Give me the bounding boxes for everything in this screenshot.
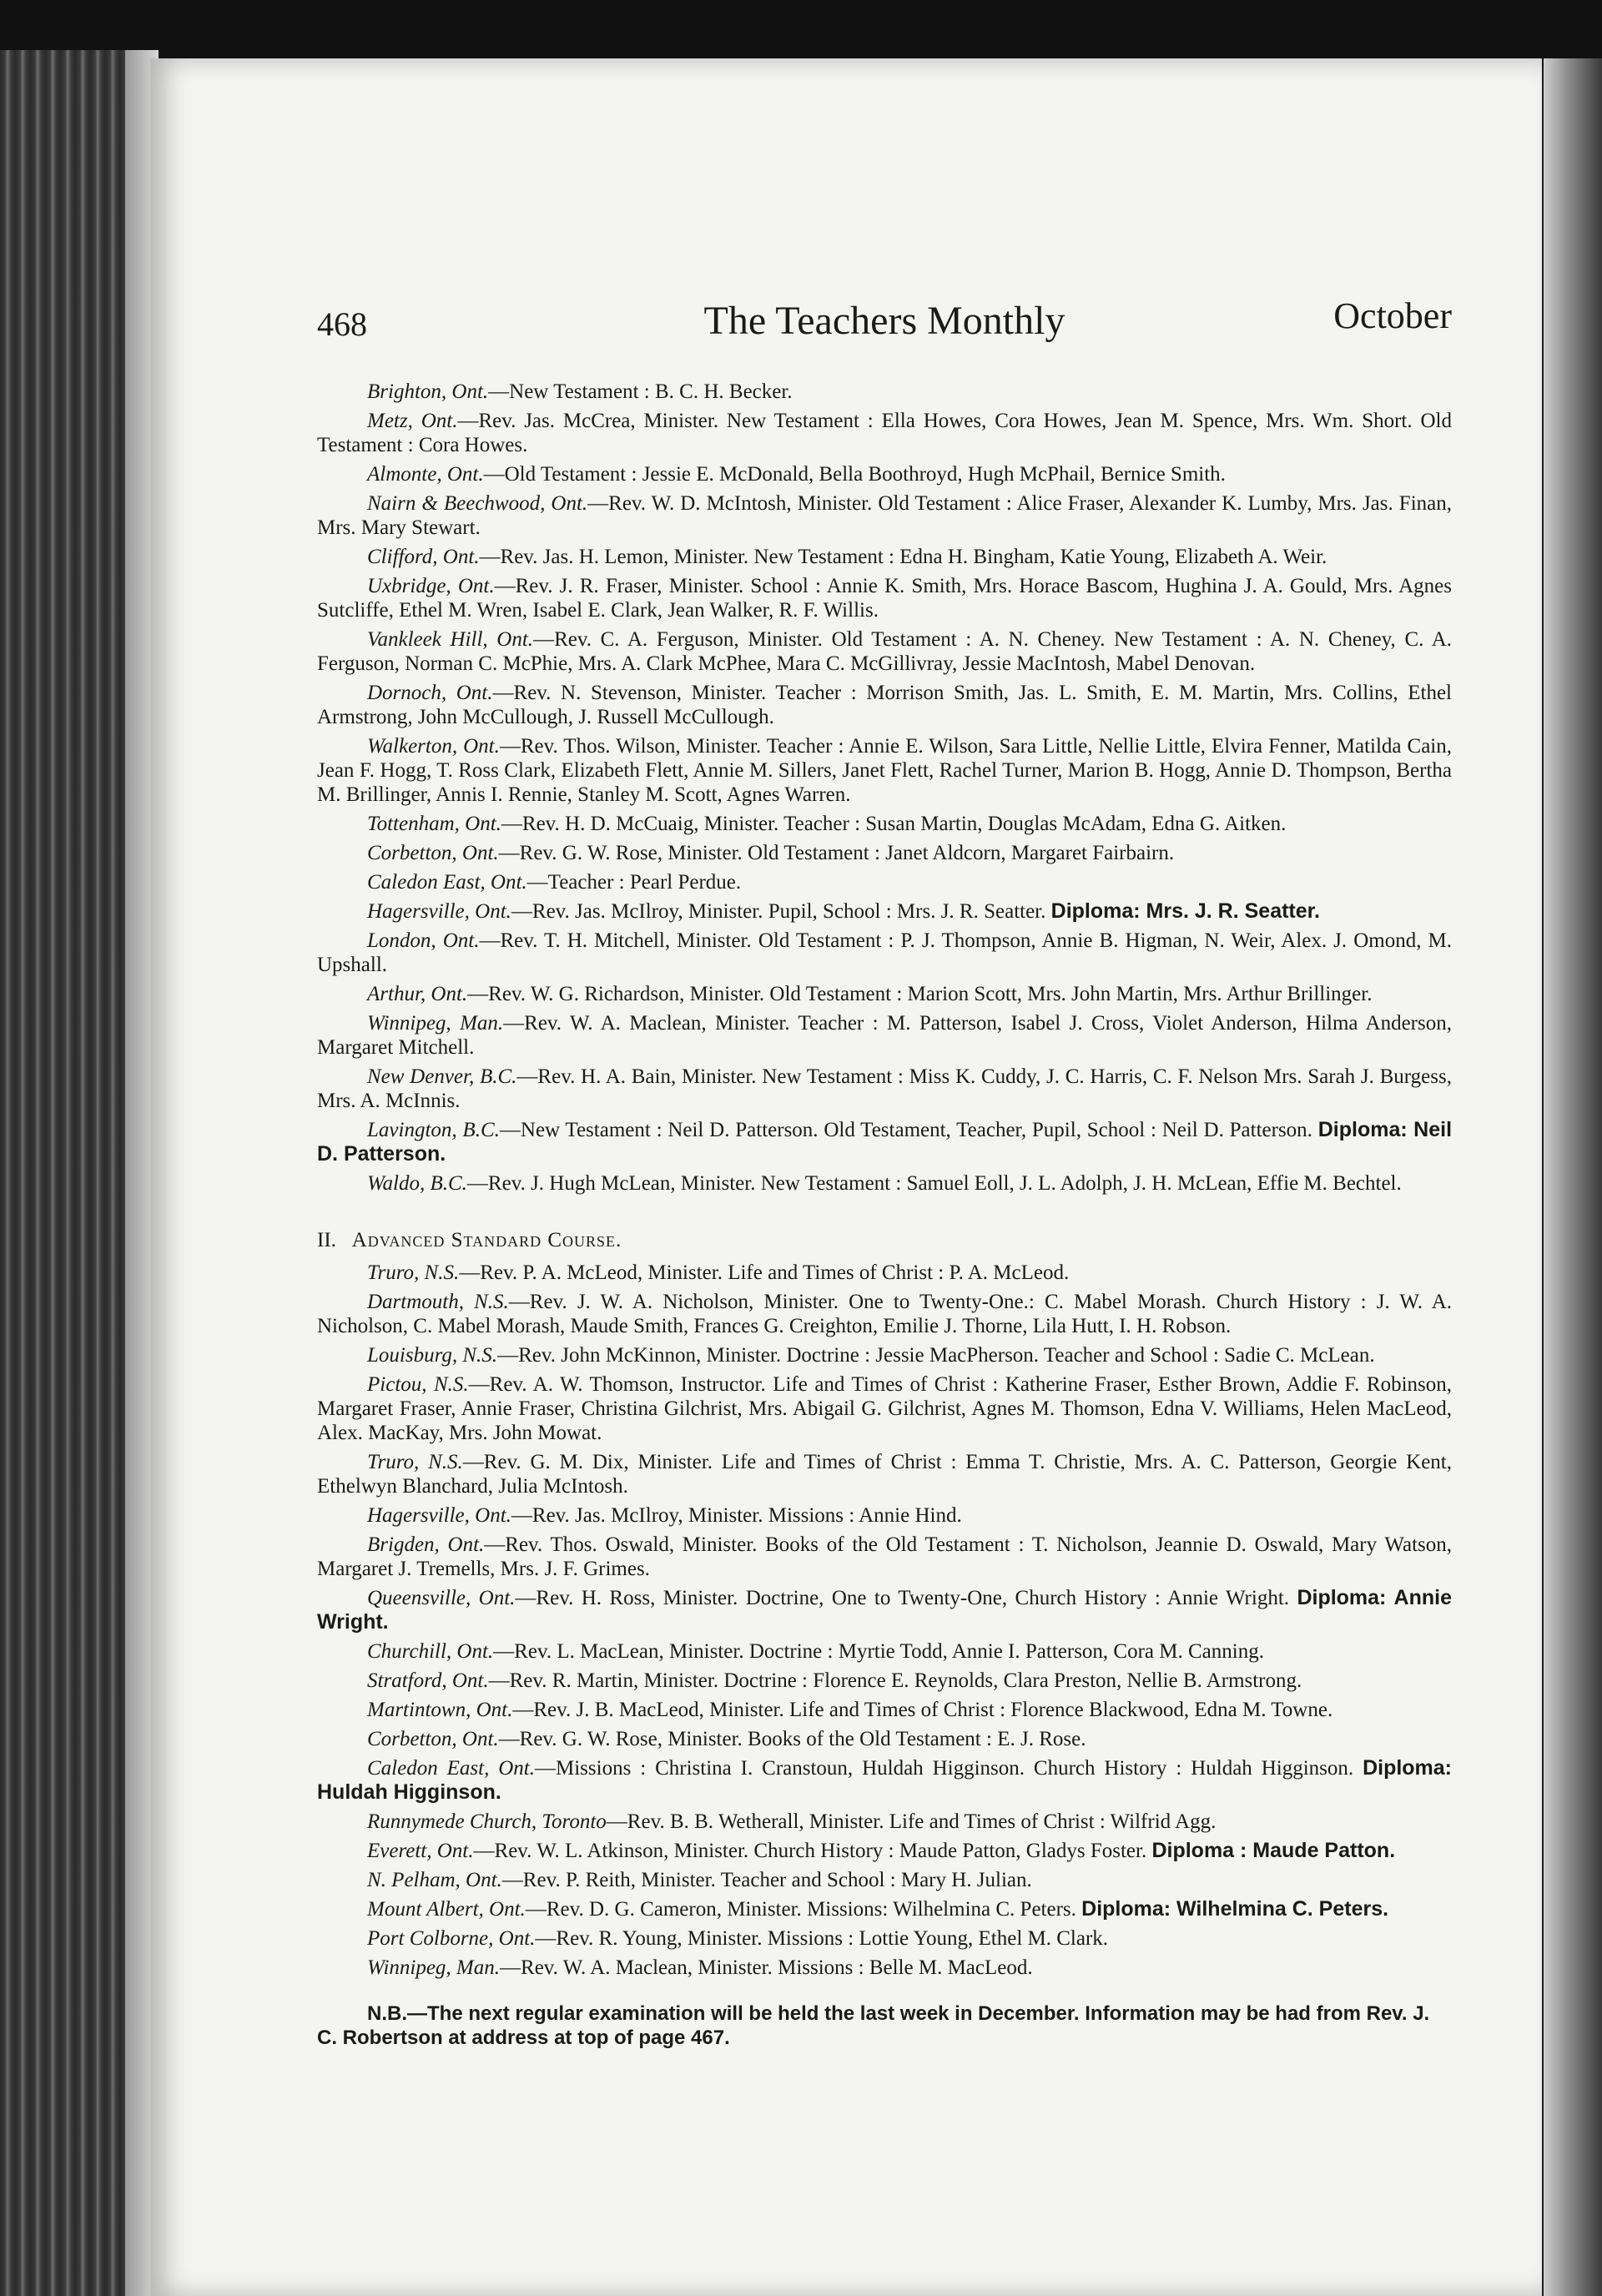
entry-location: Louisburg, N.S. [367, 1344, 498, 1367]
entry-diploma: Diploma: Mrs. J. R. Seatter. [1050, 899, 1320, 923]
entry-item [317, 574, 1452, 622]
entry-location: Metz, Ont. [367, 410, 458, 432]
entry-item [317, 1586, 1452, 1634]
entry-text: —Rev. J. W. A. Nicholson, Minister. One to Twenty-One.: C. Mabel Morash. Church History : J. W. A. Nicholson, C. Mabel Morash, Maude Smith, Frances G. Creighton, Emilie J. Thorne, Lila Hutt, I. H. Robson. [317, 1291, 1452, 1337]
entry-diploma: Diploma: Huldah Higginson. [317, 1756, 1453, 1804]
entry-item [317, 1171, 1452, 1196]
entry-text: —Rev. R. Young, Minister. Missions : Lottie Young, Ethel M. Clark. [535, 1927, 1109, 1950]
entry-diploma: Diploma: Annie Wright. [317, 1586, 1453, 1634]
entry-location: Lavington, B.C. [367, 1119, 500, 1141]
entry-text: —Rev. D. G. Cameron, Minister. Missions: Wilhelmina C. Peters. [525, 1898, 1076, 1921]
entry-item [317, 734, 1452, 807]
entry-location: Brigden, Ont. [367, 1533, 485, 1556]
entry-item [317, 409, 1452, 457]
entry-item [317, 1727, 1452, 1751]
book-left-edge [0, 50, 159, 2296]
page-content [317, 295, 1453, 2070]
entry-location: Walkerton, Ont. [367, 735, 500, 758]
entry-text: —Rev. J. R. Fraser, Minister. School : Annie K. Smith, Mrs. Horace Bascom, Hughina J. A. Gould, Mrs. Agnes Sutcliffe, Ethel M. Wren, Isabel E. Clark, Jean Walker, R. F. Willis. [317, 575, 1453, 622]
entry-text: —Rev. H. D. McCuaig, Minister. Teacher : Susan Martin, Douglas McAdam, Edna G. Aitken. [501, 813, 1287, 835]
entry-item [317, 929, 1452, 977]
entry-item [317, 380, 1452, 404]
entry-item [317, 1503, 1452, 1528]
entry-item [317, 1756, 1452, 1805]
entry-item [317, 1698, 1452, 1722]
entry-item [317, 1450, 1452, 1498]
entry-location: Runnymede Church, Toronto [367, 1810, 607, 1833]
entry-text: —Rev. W. L. Atkinson, Minister. Church History : Maude Patton, Gladys Foster. [473, 1840, 1147, 1862]
entry-location: Brighton, Ont. [367, 380, 489, 403]
entry-text: —Rev. John McKinnon, Minister. Doctrine : Jessie MacPherson. Teacher and School : Sadie C. McLean. [497, 1344, 1375, 1367]
entry-item [317, 1839, 1452, 1863]
entry-location: Nairn & Beechwood, Ont. [367, 492, 588, 515]
entry-item [317, 1868, 1452, 1892]
entry-text: —Rev. C. A. Ferguson, Minister. Old Testament : A. N. Cheney. New Testament : A. N. Cheney, C. A. Ferguson, Norman C. McPhie, Mrs. A. Clark McPhee, Mara C. McGillivray, Jessie MacIntosh, Mabel Denovan. [317, 628, 1452, 675]
entry-diploma: Diploma: Neil D. Patterson. [317, 1118, 1453, 1166]
entry-text: —Old Testament : Jessie E. McDonald, Bella Boothroyd, Hugh McPhail, Bernice Smith. [483, 463, 1226, 486]
section-numeral: II. [317, 1229, 336, 1251]
entry-item [317, 491, 1452, 540]
entry-item [317, 681, 1452, 729]
entry-item [317, 1533, 1452, 1581]
entry-text: —Rev. H. A. Bain, Minister. New Testament : Miss K. Cuddy, J. C. Harris, C. F. Nelson Mrs. Sarah J. Burgess, Mrs. A. McInnis. [317, 1065, 1452, 1112]
entry-location: Corbetton, Ont. [367, 842, 499, 864]
entry-location: New Denver, B.C. [367, 1065, 517, 1088]
entry-item [317, 870, 1452, 894]
entry-location: Tottenham, Ont. [367, 813, 501, 835]
entry-text: —Rev. Jas. McCrea, Minister. New Testament : Ella Howes, Cora Howes, Jean M. Spence, Mrs. Wm. Short. Old Testament : Cora Howes. [317, 410, 1452, 456]
entry-text: —Rev. G. M. Dix, Minister. Life and Times of Christ : Emma T. Christie, Mrs. A. C. Patterson, Georgie Kent, Ethelwyn Blanchard, Julia McIntosh. [317, 1451, 1453, 1498]
entry-text: —Rev. P. A. McLeod, Minister. Life and Times of Christ : P. A. McLeod. [459, 1261, 1070, 1284]
entry-text: —Rev. W. A. Maclean, Minister. Missions : Belle M. MacLeod. [500, 1956, 1033, 1979]
entry-location: Uxbridge, Ont. [367, 575, 495, 597]
entry-text: —Rev. P. Reith, Minister. Teacher and School : Mary H. Julian. [501, 1869, 1032, 1891]
entry-text: —Rev. Jas. McIlroy, Minister. Pupil, School : Mrs. J. R. Seatter. [511, 900, 1046, 923]
entry-item [317, 1343, 1452, 1367]
running-header [317, 295, 1452, 380]
entry-location: Churchill, Ont. [367, 1640, 494, 1663]
entry-location: Everett, Ont. [367, 1840, 474, 1862]
entry-text: —Rev. W. G. Richardson, Minister. Old Testament : Marion Scott, Mrs. John Martin, Mrs. Arthur Brillinger. [467, 983, 1373, 1005]
entry-item [317, 1118, 1452, 1166]
entry-text: —Rev. W. A. Maclean, Minister. Teacher : M. Patterson, Isabel J. Cross, Violet Anderson, Hilma Anderson, Margaret Mitchell. [317, 1012, 1452, 1059]
entry-text: —Missions : Christina I. Cranstoun, Huldah Higginson. Church History : Huldah Higginson. [535, 1757, 1354, 1780]
entries-list-part2 [317, 1261, 1452, 1980]
entry-item [317, 1926, 1452, 1951]
scan-background-top [0, 0, 1602, 67]
entry-text: —Rev. G. W. Rose, Minister. Old Testament : Janet Aldcorn, Margaret Fairbairn. [498, 842, 1175, 864]
entry-text: —Rev. J. Hugh McLean, Minister. New Testament : Samuel Eoll, J. L. Adolph, J. H. McLean, Effie M. Bechtel. [466, 1172, 1402, 1195]
entry-location: Winnipeg, Man. [367, 1012, 504, 1035]
entry-location: Pictou, N.S. [367, 1373, 469, 1396]
entry-location: Mount Albert, Ont. [367, 1898, 526, 1921]
entry-text: —Rev. Thos. Oswald, Minister. Books of the Old Testament : T. Nicholson, Jeannie D. Oswald, Mary Watson, Margaret J. Tremells, Mrs. J. F. Grimes. [317, 1533, 1452, 1580]
entry-location: Truro, N.S. [367, 1261, 460, 1284]
entry-text: —Rev. W. D. McIntosh, Minister. Old Testament : Alice Fraser, Alexander K. Lumby, Mrs. Jas. Finan, Mrs. Mary Stewart. [317, 492, 1452, 539]
entry-diploma: Diploma: Wilhelmina C. Peters. [1081, 1897, 1389, 1921]
entry-location: Corbetton, Ont. [367, 1728, 499, 1750]
entry-location: Martintown, Ont. [367, 1699, 513, 1721]
entry-item [317, 812, 1452, 836]
entry-location: Winnipeg, Man. [367, 1956, 501, 1979]
section-heading [317, 1229, 1452, 1252]
entry-text: —Rev. R. Martin, Minister. Doctrine : Florence E. Reynolds, Clara Preston, Nellie B. Armstrong. [488, 1669, 1302, 1692]
entry-item [317, 1956, 1452, 1980]
entry-item [317, 1810, 1452, 1834]
entry-item [317, 1669, 1452, 1693]
entries-list-part1 [317, 380, 1452, 1196]
entry-item [317, 899, 1452, 924]
entry-location: Waldo, B.C. [367, 1172, 467, 1195]
entry-location: Dartmouth, N.S. [367, 1291, 509, 1313]
entry-text: —New Testament : B. C. H. Becker. [488, 380, 793, 403]
section-title: Advanced Standard Course. [351, 1229, 622, 1251]
entry-text: —Rev. Thos. Wilson, Minister. Teacher : Annie E. Wilson, Sara Little, Nellie Little, Elvira Fenner, Matilda Cain, Jean F. Hogg, T. Ross Clark, Elizabeth Flett, Annie M. Sillers, Janet Flett, Rachel Turner, Marion B. Hogg, Annie D. Thompson, Bertha M. Brillinger, Annis I. Rennie, Stanley M. Scott, Agnes Warren. [317, 735, 1452, 806]
entry-text: —Rev. H. Ross, Minister. Doctrine, One to Twenty-One, Church History : Annie Wright. [515, 1587, 1290, 1609]
entry-location: Caledon East, Ont. [367, 1757, 535, 1780]
entry-location: Arthur, Ont. [367, 983, 468, 1005]
entry-text: —Rev. J. B. MacLeod, Minister. Life and Times of Christ : Florence Blackwood, Edna M. Towne. [512, 1699, 1333, 1721]
entry-location: Dornoch, Ont. [367, 682, 493, 704]
entry-location: Vankleek Hill, Ont. [367, 628, 534, 651]
entry-item [317, 1897, 1452, 1921]
publication-title: The Teachers Monthly [703, 299, 1065, 343]
entry-text: —Rev. T. H. Mitchell, Minister. Old Testament : P. J. Thompson, Annie B. Higman, N. Weir, Alex. J. Omond, M. Upshall. [317, 929, 1453, 976]
entry-text: —Rev. L. MacLean, Minister. Doctrine : Myrtie Todd, Annie I. Patterson, Cora M. Canning. [493, 1640, 1264, 1663]
entry-item [317, 545, 1452, 569]
entry-text: —Rev. A. W. Thomson, Instructor. Life and Times of Christ : Katherine Fraser, Esther Brown, Addie F. Robinson, Margaret Fraser, Annie Fraser, Christina Gilchrist, Mrs. Abigail G. Gilchrist, Agnes M. Thomson, Edna V. Williams, Helen MacLeod, Alex. MacKay, Mrs. John Mowat. [317, 1373, 1453, 1444]
entry-location: Clifford, Ont. [367, 546, 480, 568]
entry-text: —New Testament : Neil D. Patterson. Old Testament, Teacher, Pupil, School : Neil D. Patterson. [499, 1119, 1312, 1141]
entry-text: —Teacher : Pearl Perdue. [526, 871, 742, 894]
entry-location: Caledon East, Ont. [367, 871, 527, 894]
entry-item [317, 1065, 1452, 1113]
entry-item [317, 1290, 1452, 1338]
book-page [150, 58, 1542, 2296]
entry-location: Hagersville, Ont. [367, 1504, 511, 1527]
entry-item [317, 1639, 1452, 1664]
entry-item [317, 1372, 1452, 1445]
entry-text: —Rev. Jas. H. Lemon, Minister. New Testament : Edna H. Bingham, Katie Young, Elizabeth A. Weir. [479, 546, 1327, 568]
entry-location: Hagersville, Ont. [367, 900, 511, 923]
page-number: 468 [317, 305, 367, 343]
entry-location: Almonte, Ont. [367, 463, 484, 486]
closing-note: N.B.—The next regular examination will be held the last week in December. Information may be had from Rev. J. C. Robertson at address at top of page 467. [317, 2002, 1430, 2049]
entry-item [317, 841, 1452, 865]
entry-text: —Rev. Jas. McIlroy, Minister. Missions : Annie Hind. [511, 1504, 962, 1527]
entry-location: Stratford, Ont. [367, 1669, 489, 1692]
issue-month: October [1333, 295, 1452, 336]
entry-item [317, 1011, 1452, 1060]
entry-location: Port Colborne, Ont. [367, 1927, 536, 1950]
entry-location: London, Ont. [367, 929, 480, 952]
entry-location: Queensville, Ont. [367, 1587, 516, 1609]
entry-item [317, 982, 1452, 1006]
book-right-edge [1544, 58, 1602, 2296]
entry-text: —Rev. G. W. Rose, Minister. Books of the Old Testament : E. J. Rose. [498, 1728, 1086, 1750]
entry-location: Truro, N.S. [367, 1451, 463, 1473]
entry-diploma: Diploma : Maude Patton. [1151, 1839, 1396, 1862]
entry-location: N. Pelham, Ont. [367, 1869, 502, 1891]
entry-item [317, 627, 1452, 676]
entry-item [317, 1261, 1452, 1285]
entry-text: —Rev. N. Stevenson, Minister. Teacher : Morrison Smith, Jas. L. Smith, E. M. Martin, Mrs. Collins, Ethel Armstrong, John McCullough, J. Russell McCullough. [317, 682, 1452, 728]
entry-item [317, 462, 1452, 486]
entry-text: —Rev. B. B. Wetherall, Minister. Life and Times of Christ : Wilfrid Agg. [606, 1810, 1217, 1833]
